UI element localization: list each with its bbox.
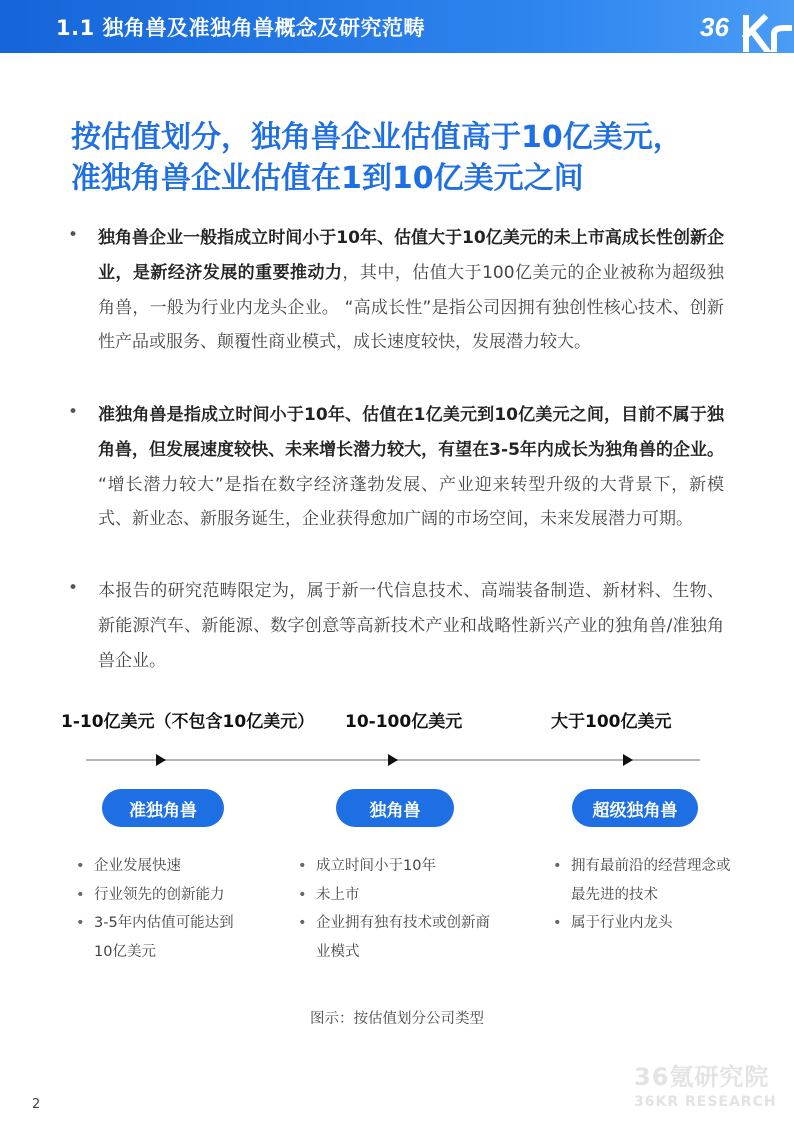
bullet-icon: • <box>68 578 79 598</box>
bullet-icon: • <box>298 858 307 874</box>
feature-item: • 未上市 <box>298 881 498 910</box>
tier-feature-list <box>76 852 246 966</box>
arrow-marker-icon <box>388 754 398 766</box>
tier-pill-super-unicorn: 超级独角兽 <box>572 789 698 827</box>
tier-pill-quasi-unicorn: 准独角兽 <box>102 789 224 827</box>
bullet-icon: • <box>298 915 307 931</box>
feature-item: • 成立时间小于10年 <box>298 852 498 881</box>
feature-item: • 属于行业内龙头 <box>553 909 733 938</box>
intro-bold-text: 准独角兽是指成立时间小于10年、估值在1亿美元到10亿美元之间，目前不属于独角兽，但发展速度较快、未来增长潜力较大，有望在3-5年内成长为独角兽的企业。 <box>98 405 724 460</box>
arrow-marker-icon <box>156 754 166 766</box>
valuation-timeline <box>0 745 794 775</box>
tier-range-label: 大于100亿美元 <box>551 712 672 732</box>
feature-item: • 行业领先的创新能力 <box>76 881 246 910</box>
feature-item: • 3-5年内估值可能达到10亿美元 <box>76 909 246 966</box>
intro-plain-text: ，其中，估值大于100亿美元的企业被称为超级独角兽，一般为行业内龙头企业。 “高成长性”是指公司因拥有独创性核心技术、创新性产品或服务、颠覆性商业模式，成长速度较快，发展潜力较大。 <box>98 262 724 353</box>
bullet-icon: • <box>76 915 85 931</box>
bullet-icon: • <box>76 858 85 874</box>
headline-line-1: 按估值划分，独角兽企业估值高于10亿美元， <box>71 120 683 155</box>
header-band <box>0 0 794 53</box>
bullet-icon: • <box>553 858 562 874</box>
headline-line-2: 准独角兽企业估值在1到10亿美元之间 <box>71 161 584 196</box>
watermark <box>634 1057 784 1110</box>
page-number: 2 <box>32 1097 41 1112</box>
svg-text:36: 36 <box>700 12 729 42</box>
intro-plain-text: “增长潜力较大”是指在数字经济蓬勃发展、产业迎来转型升级的大背景下，新模式、新业态、新服务诞生，企业获得愈加广阔的市场空间，未来发展潜力可期。 <box>98 474 724 530</box>
intro-bold-text: 独角兽企业一般指成立时间小于10年、估值大于10亿美元的未上市高成长性创新企业，是新经济发展的重要推动力 <box>98 228 724 283</box>
tier-range-label: 10-100亿美元 <box>345 712 463 732</box>
bullet-icon: • <box>68 225 79 245</box>
watermark-en: 36KR RESEARCH <box>634 1094 777 1110</box>
tier-feature-list <box>553 852 733 938</box>
intro-paragraph <box>98 574 724 678</box>
watermark-cn: 36氪研究院 <box>634 1063 770 1091</box>
intro-paragraph <box>98 221 724 360</box>
intro-plain-text: 本报告的研究范畴限定为，属于新一代信息技术、高端装备制造、新材料、生物、新能源汽车、新能源、数字创意等高新技术产业和战略性新兴产业的独角兽/准独角兽企业。 <box>98 581 724 671</box>
figure-caption: 图示：按估值划分公司类型 <box>310 1011 484 1027</box>
36kr-logo <box>698 6 794 52</box>
feature-item: • 企业拥有独有技术或创新商业模式 <box>298 909 498 966</box>
tier-pill-unicorn: 独角兽 <box>336 789 454 827</box>
intro-paragraph <box>98 398 724 537</box>
headline <box>71 117 751 199</box>
feature-item: • 企业发展快速 <box>76 852 246 881</box>
arrow-marker-icon <box>623 754 633 766</box>
feature-item: • 拥有最前沿的经营理念或最先进的技术 <box>553 852 733 909</box>
bullet-icon: • <box>68 402 79 422</box>
section-title: 1.1 独角兽及准独角兽概念及研究范畴 <box>56 16 426 40</box>
tier-range-label: 1-10亿美元（不包含10亿美元） <box>61 712 315 732</box>
bullet-icon: • <box>553 915 562 931</box>
bullet-icon: • <box>298 886 307 903</box>
tier-feature-list <box>298 852 498 966</box>
bullet-icon: • <box>76 886 85 903</box>
